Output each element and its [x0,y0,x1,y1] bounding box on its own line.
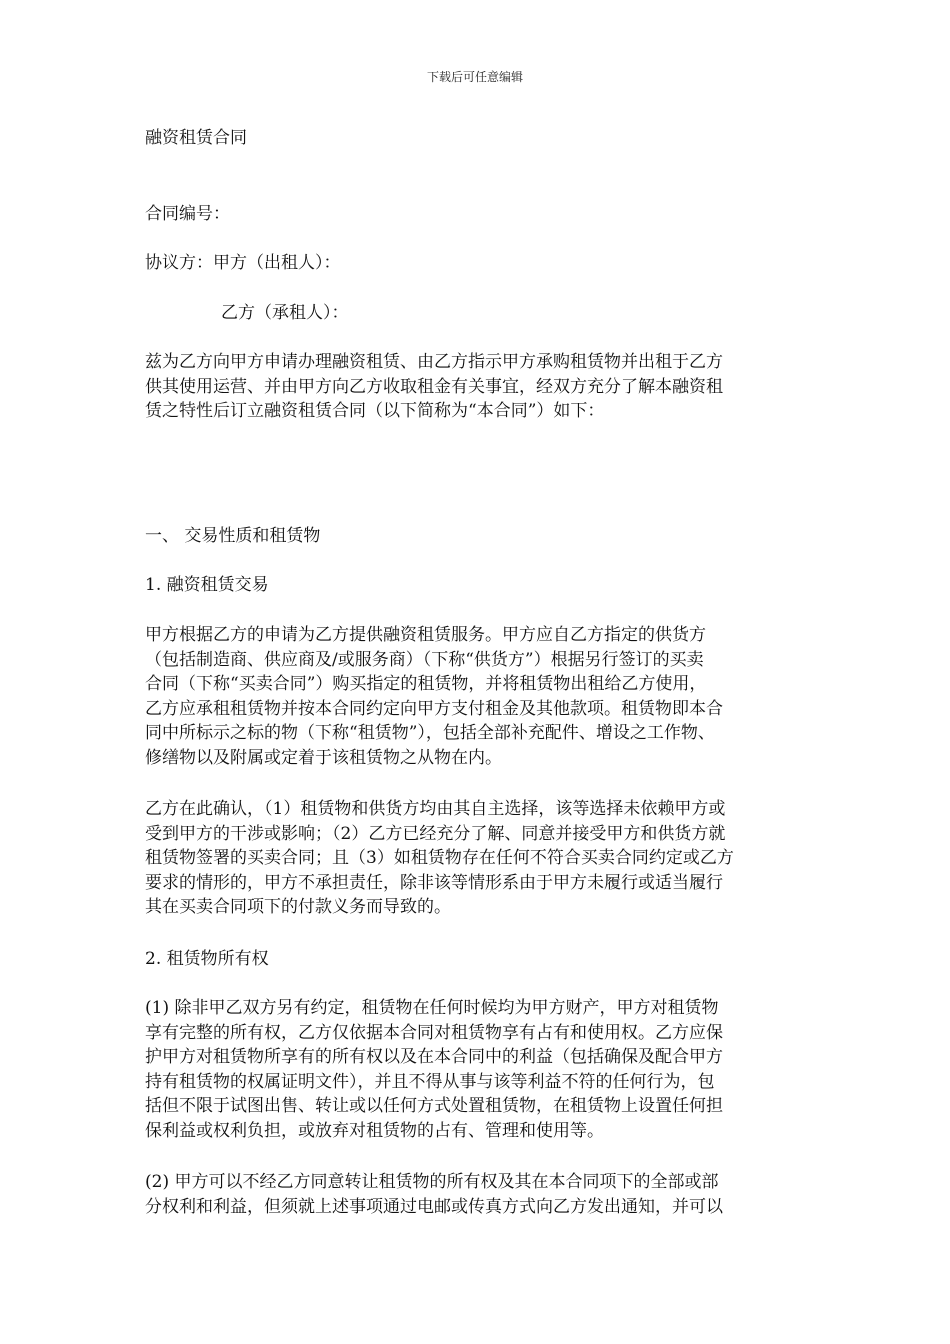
text-line: 受到甲方的干涉或影响；（2）乙方已经充分了解、同意并接受甲方和供货方就 [145,823,726,844]
text-line: 赁之特性后订立融资租赁合同（以下简称为“本合同”）如下： [145,401,605,422]
text-line: 其在买卖合同项下的付款义务而导致的。 [145,897,451,918]
text-line: 供其使用运营、并由甲方向乙方收取租金有关事宜，经双方充分了解本融资租 [145,376,723,397]
party-b-label: 乙方（承租人）： [221,303,349,323]
text-line: 保利益或权利负担，或放弃对租赁物的占有、管理和使用等。 [145,1120,604,1141]
text-line: （包括制造商、供应商及/或服务商）（下称“供货方”）根据另行签订的买卖 [145,649,704,670]
text-line: 享有完整的所有权，乙方仅依据本合同对租赁物享有占有和使用权。乙方应保 [145,1022,723,1043]
document-title: 融资租赁合同 [145,128,247,148]
party-a-label: 协议方：甲方（出租人）： [145,253,341,273]
item-2-paragraph-1 [145,996,825,1144]
text-line: 乙方应承租租赁物并按本合同约定向甲方支付租金及其他款项。租赁物即本合 [145,698,723,719]
text-line: 分权利和利益，但须就上述事项通过电邮或传真方式向乙方发出通知，并可以 [145,1196,723,1217]
text-line: 同中所标示之标的物（下称“租赁物”），包括全部补充配件、增设之工作物、 [145,723,715,744]
preamble-paragraph [145,350,825,424]
item-2-heading: 2. 租赁物所有权 [145,949,269,969]
text-line: 要求的情形的，甲方不承担责任，除非该等情形系由于甲方未履行或适当履行 [145,872,723,893]
contract-number-label: 合同编号： [145,204,230,224]
text-line: 兹为乙方向甲方申请办理融资租赁、由乙方指示甲方承购租赁物并出租于乙方 [145,352,723,372]
item-2-paragraph-2 [145,1170,825,1219]
text-line: 修缮物以及附属或定着于该租赁物之从物在内。 [145,747,502,768]
text-line: 护甲方对租赁物所享有的所有权以及在本合同中的利益（包括确保及配合甲方 [145,1047,723,1068]
item-1-heading: 1. 融资租赁交易 [145,575,269,595]
text-line: 括但不限于试图出售、转让或以任何方式处置租赁物，在租赁物上设置任何担 [145,1096,723,1117]
text-line: 乙方在此确认，（1）租赁物和供货方均由其自主选择，该等选择未依赖甲方或 [145,799,726,819]
page-header: 下载后可任意编辑 [426,70,523,84]
text-line: 合同（下称“买卖合同”）购买指定的租赁物，并将租赁物出租给乙方使用， [145,674,707,695]
text-line: (1) 除非甲乙双方另有约定，租赁物在任何时候均为甲方财产，甲方对租赁物 [145,998,719,1018]
text-line: 租赁物签署的买卖合同；且（3）如租赁物存在任何不符合买卖合同约定或乙方 [145,848,734,869]
text-line: (2) 甲方可以不经乙方同意转让租赁物的所有权及其在本合同项下的全部或部 [145,1172,719,1192]
section-1-heading: 一、 交易性质和租赁物 [145,526,321,546]
text-line: 持有租赁物的权属证明文件），并且不得从事与该等利益不符的任何行为，包 [145,1071,715,1092]
item-1-paragraph-2 [145,797,825,920]
text-line: 甲方根据乙方的申请为乙方提供融资租赁服务。甲方应自乙方指定的供货方 [145,625,706,645]
item-1-paragraph-1 [145,623,825,771]
